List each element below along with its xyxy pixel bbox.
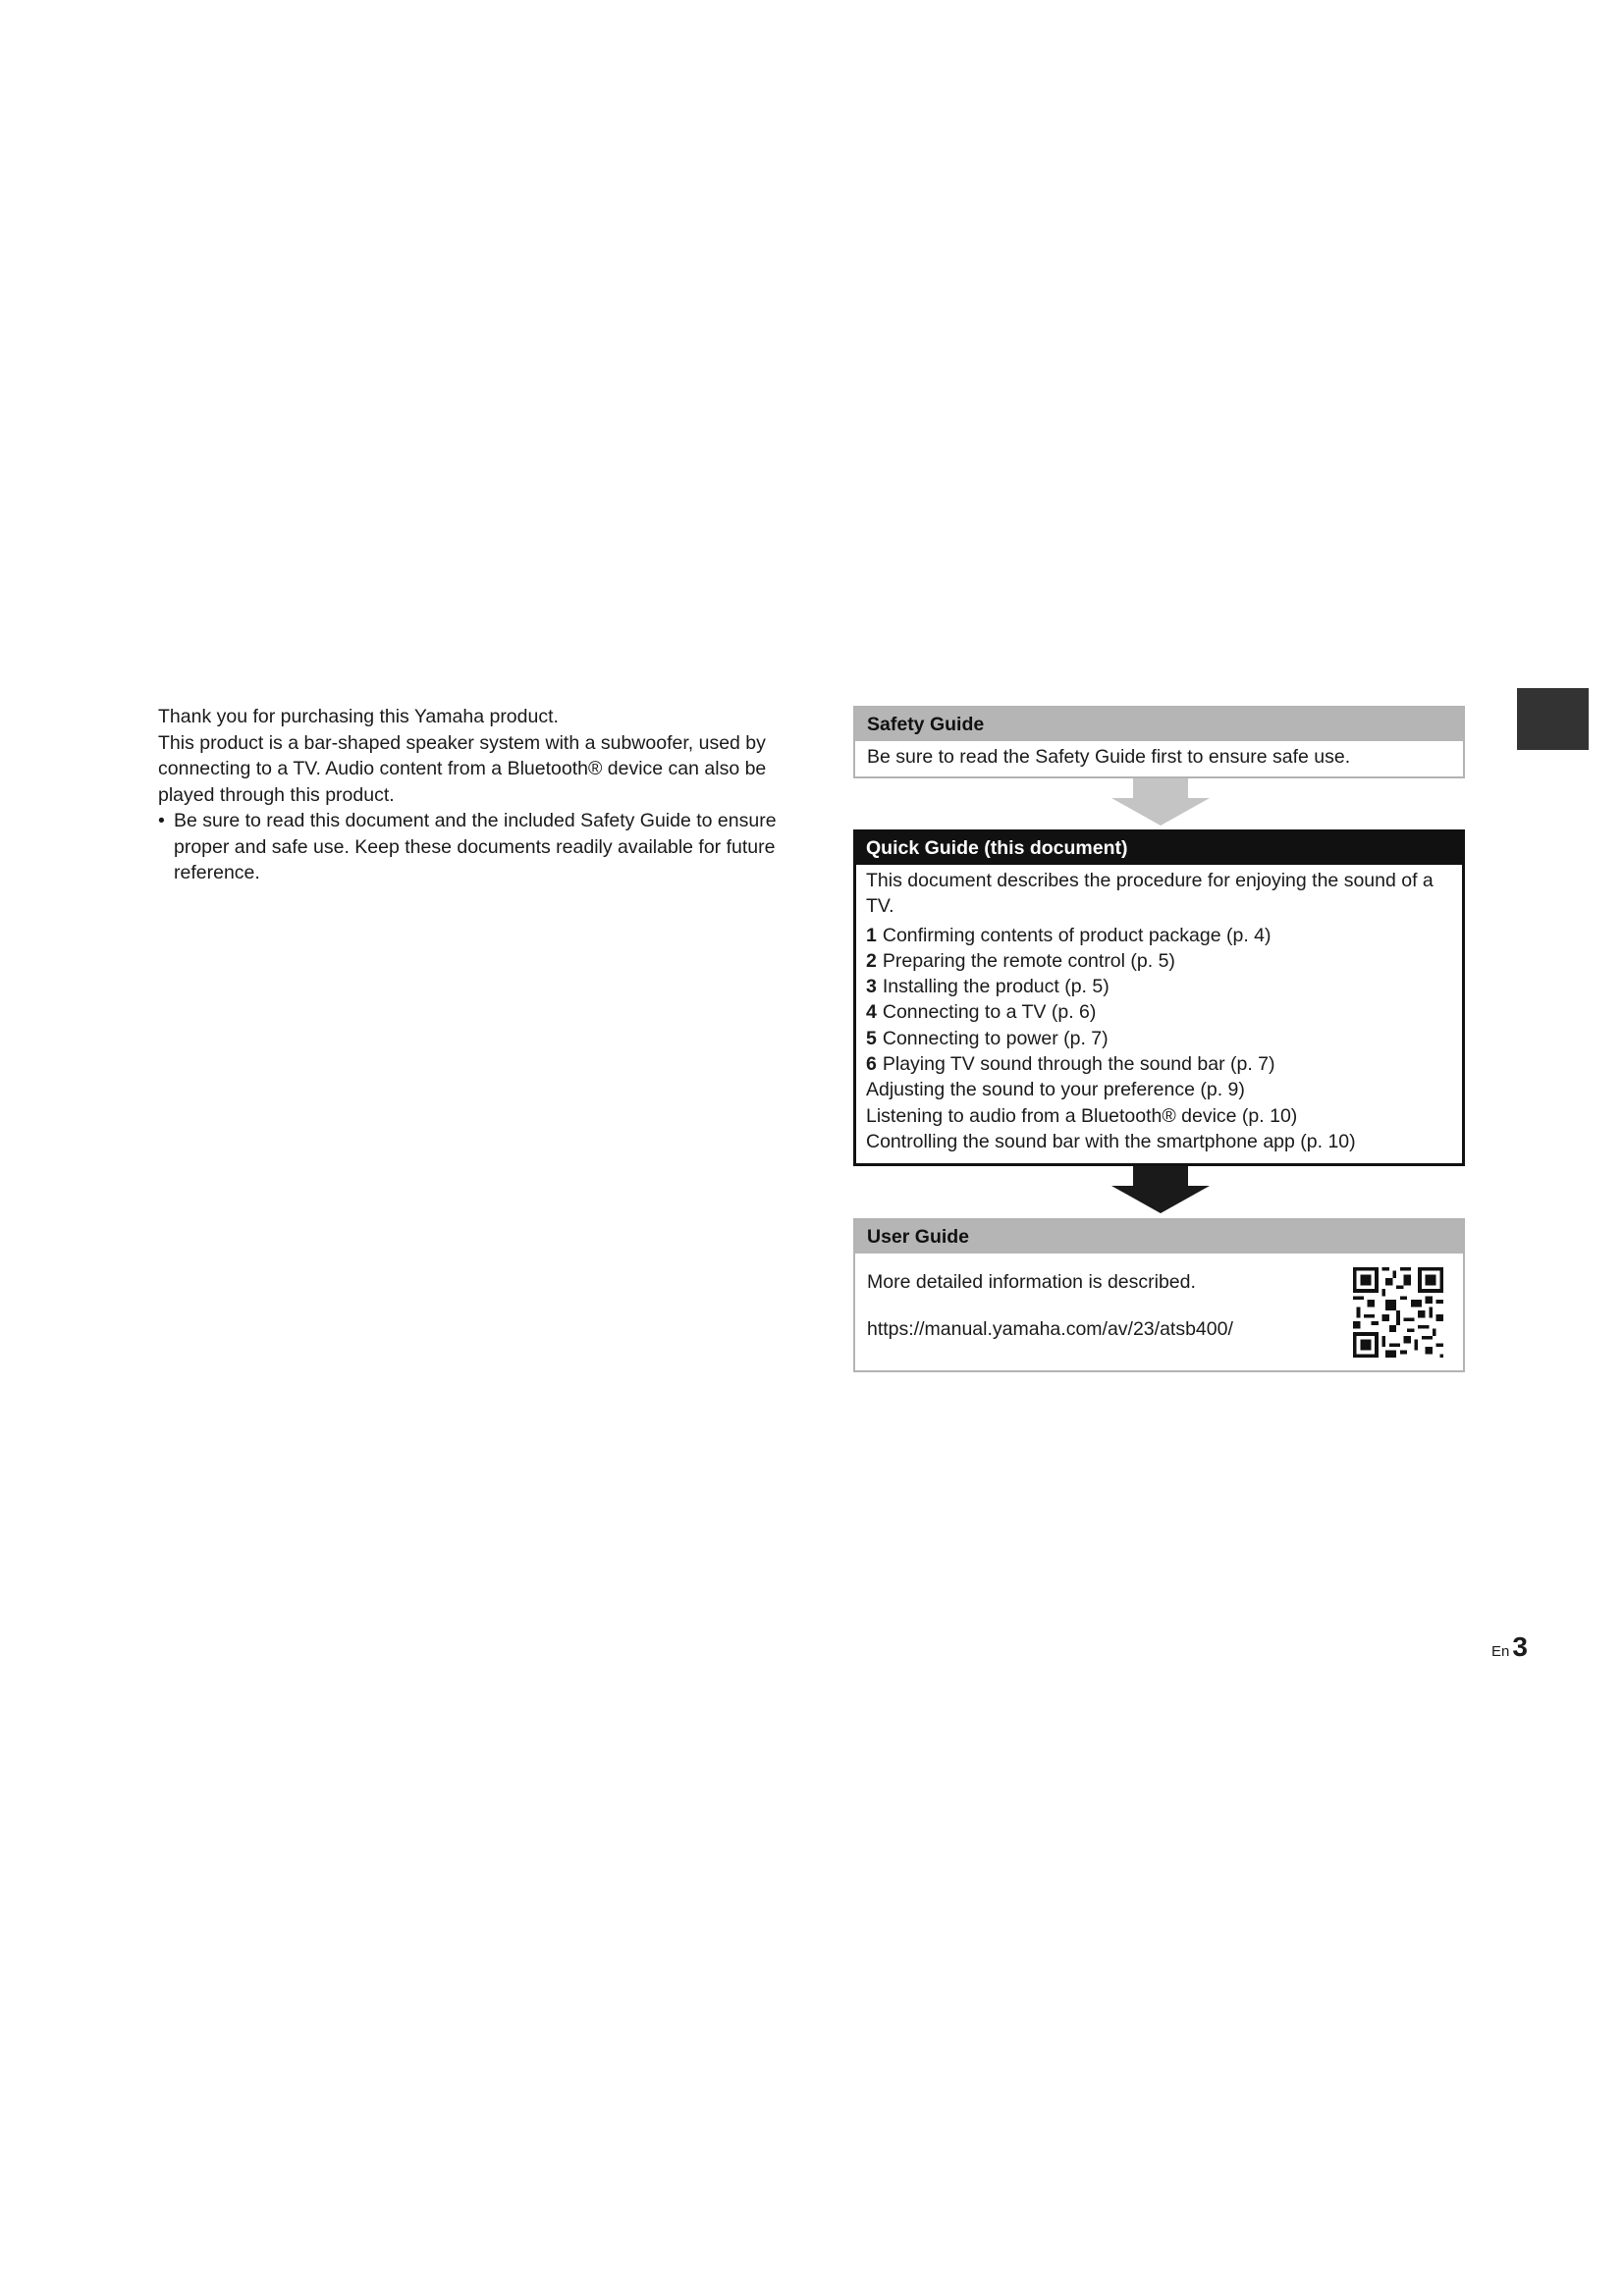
quick-guide-step bbox=[866, 1026, 1452, 1051]
quick-guide-extra: Controlling the sound bar with the smartphone app (p. 10) bbox=[866, 1130, 1356, 1152]
intro-text bbox=[158, 704, 786, 886]
quick-guide-body bbox=[856, 865, 1462, 1154]
quick-guide-step bbox=[866, 1051, 1452, 1077]
step-text: Connecting to power (p. 7) bbox=[882, 1027, 1109, 1049]
step-text: Confirming contents of product package (p. 4) bbox=[882, 924, 1272, 946]
qr-code-icon bbox=[1353, 1267, 1443, 1358]
section-tab bbox=[1517, 688, 1589, 750]
intro-description: This product is a bar-shaped speaker system with a subwoofer, used by connecting to a TV. Audio content from a Bluetooth® device can also be played through this product. bbox=[158, 731, 767, 806]
step-text: Playing TV sound through the sound bar (p. 7) bbox=[882, 1053, 1275, 1076]
intro-bullet bbox=[158, 808, 786, 886]
quick-guide-title: Quick Guide (this document) bbox=[856, 832, 1462, 865]
user-guide-title: User Guide bbox=[855, 1220, 1463, 1254]
page-language: En bbox=[1491, 1643, 1510, 1660]
intro-thanks: Thank you for purchasing this Yamaha product. bbox=[158, 706, 559, 727]
down-arrow-icon bbox=[1111, 778, 1210, 828]
user-guide-box bbox=[853, 1218, 1465, 1372]
quick-guide-extra: Adjusting the sound to your preference (p. 9) bbox=[866, 1079, 1245, 1101]
quick-guide-box bbox=[853, 829, 1465, 1166]
step-number: 3 bbox=[866, 976, 877, 998]
step-text: Installing the product (p. 5) bbox=[882, 976, 1110, 998]
page-number-value: 3 bbox=[1512, 1631, 1528, 1662]
safety-guide-title: Safety Guide bbox=[855, 708, 1463, 741]
safety-guide-text: Be sure to read the Safety Guide first to ensure safe use. bbox=[867, 746, 1351, 768]
quick-guide-step bbox=[866, 974, 1452, 999]
intro-bullet-text: Be sure to read this document and the included Safety Guide to ensure proper and safe use. Keep these documents readily available for future reference. bbox=[174, 810, 777, 883]
quick-guide-steps bbox=[866, 923, 1452, 1155]
user-guide-url[interactable]: https://manual.yamaha.com/av/23/atsb400/ bbox=[867, 1318, 1233, 1340]
step-text: Connecting to a TV (p. 6) bbox=[882, 1001, 1097, 1024]
step-number: 6 bbox=[866, 1053, 877, 1076]
quick-guide-step bbox=[866, 948, 1452, 974]
page-number bbox=[1491, 1631, 1528, 1663]
down-arrow-icon bbox=[1111, 1166, 1210, 1215]
step-number: 2 bbox=[866, 949, 877, 972]
step-number: 4 bbox=[866, 1001, 877, 1024]
quick-guide-step bbox=[866, 999, 1452, 1025]
step-number: 1 bbox=[866, 924, 877, 946]
quick-guide-step bbox=[866, 923, 1452, 948]
step-number: 5 bbox=[866, 1027, 877, 1049]
step-text: Preparing the remote control (p. 5) bbox=[882, 949, 1175, 972]
user-guide-text: More detailed information is described. bbox=[867, 1271, 1196, 1293]
bullet-icon: • bbox=[158, 810, 165, 831]
quick-guide-extra: Listening to audio from a Bluetooth® device (p. 10) bbox=[866, 1104, 1298, 1127]
safety-guide-box bbox=[853, 706, 1465, 778]
quick-guide-description: This document describes the procedure for enjoying the sound of a TV. bbox=[866, 870, 1434, 918]
